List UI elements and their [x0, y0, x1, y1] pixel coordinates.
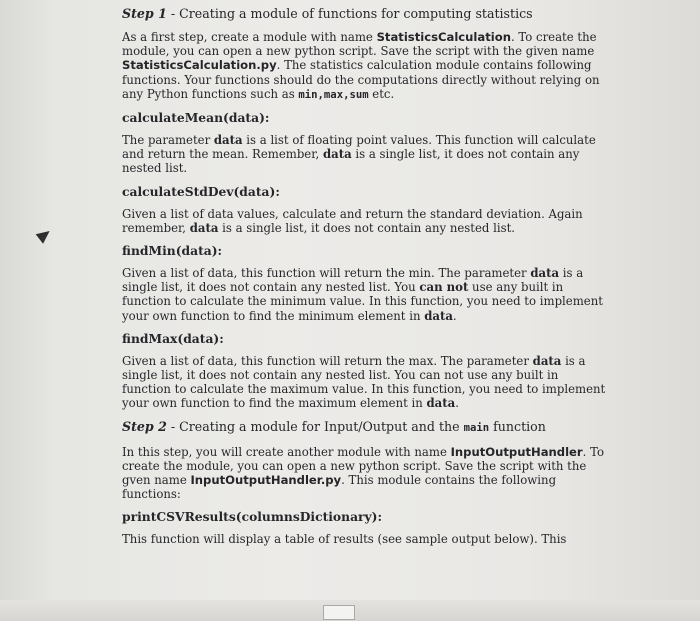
step2-label: Step 2 — [122, 418, 167, 434]
mean-keyword-2: data — [322, 147, 352, 162]
step1-intro — [122, 30, 608, 102]
function-signature-mean: calculateMean(data): — [122, 110, 270, 126]
step1-heading — [122, 6, 608, 21]
step1-intro-text-2: . To create the module, you can open a new python script. Save the script with the given name — [122, 30, 597, 59]
step2-heading — [122, 419, 608, 436]
step2-title-2: function — [489, 418, 546, 434]
step1-intro-text-3: . The statistics calculation module contains following functions. Your functions should do the computations directly without relying on any Python functions such as — [122, 58, 600, 101]
step2-title-1: - Creating a module for Input/Output and the — [166, 418, 464, 434]
min-text-1: Given a list of data, this function will return the min. The parameter — [122, 266, 531, 281]
mean-text-3: is a single list, it does not contain any nested list. — [122, 147, 580, 176]
page-indicator-icon[interactable] — [323, 605, 355, 620]
function-description-min — [122, 266, 608, 323]
step1-builtins: min,max,sum — [298, 88, 369, 101]
step2-intro-text-3: . This module contains the following functions: — [122, 473, 557, 502]
step1-intro-text-1: As a first step, create a module with name — [122, 30, 377, 44]
mouse-pointer-icon — [36, 226, 54, 243]
step2-module-name: InputOutputHandler — [450, 444, 583, 459]
step1-title: - Creating a module of functions for computing statistics — [166, 6, 533, 21]
function-signature-print-csv: printCSVResults(columnsDictionary): — [122, 509, 383, 525]
mean-text-1: The parameter — [122, 133, 214, 148]
document-page — [108, 0, 608, 600]
step1-label: Step 1 — [122, 6, 167, 21]
function-description-max — [122, 354, 608, 411]
step2-intro — [122, 445, 608, 502]
max-text-2: is a single list, it does not contain any nested list. You can not use any built in function to calculate the maximum value. In this function, you need to implement your own function to find the maximum element in — [122, 353, 606, 411]
function-description-stddev — [122, 207, 608, 235]
function-description-print-csv: This function will display a table of results (see sample output below). This — [122, 532, 567, 547]
mean-text-2: is a list of floating point values. This function will calculate and return the mean. Remember, — [122, 133, 596, 162]
viewer-bottom-bar — [0, 600, 700, 621]
min-keyword-2: can not — [419, 280, 469, 295]
max-keyword-1: data — [532, 353, 562, 368]
max-text-3: . — [455, 396, 459, 411]
function-signature-min: findMin(data): — [122, 243, 223, 259]
step2-file-name: InputOutputHandler.py — [190, 473, 342, 488]
step2-intro-text-2: . To create the module, you can open a new python script. Save the script with the gven name — [122, 444, 604, 488]
step2-intro-text-1: In this step, you will create another module with name — [122, 444, 451, 459]
min-text-2: is a single list, it does not contain any nested list. You — [122, 266, 584, 295]
stddev-keyword-1: data — [189, 220, 219, 235]
step1-file-name: StatisticsCalculation.py — [122, 58, 277, 73]
function-signature-max: findMax(data): — [122, 330, 224, 346]
stddev-text-1: Given a list of data values, calculate and return the standard deviation. Again remember, — [122, 206, 583, 235]
mean-keyword-1: data — [213, 133, 243, 148]
step1-module-name: StatisticsCalculation — [376, 30, 511, 44]
min-keyword-1: data — [530, 266, 560, 281]
min-text-4: . — [452, 308, 457, 323]
function-signature-stddev: calculateStdDev(data): — [122, 183, 280, 199]
min-text-3: use any built in function to calculate the minimum value. In this function, you need to implement your own function to find the minimum element in — [122, 280, 603, 323]
max-text-1: Given a list of data, this function will return the max. The parameter — [122, 353, 533, 368]
stddev-text-2: is a single list, it does not contain any nested list. — [218, 220, 515, 235]
max-keyword-2: data — [426, 396, 456, 411]
function-description-mean — [122, 133, 608, 176]
step2-title-keyword: main — [463, 421, 490, 434]
step1-intro-text-4: etc. — [368, 86, 395, 101]
min-keyword-3: data — [424, 308, 453, 323]
